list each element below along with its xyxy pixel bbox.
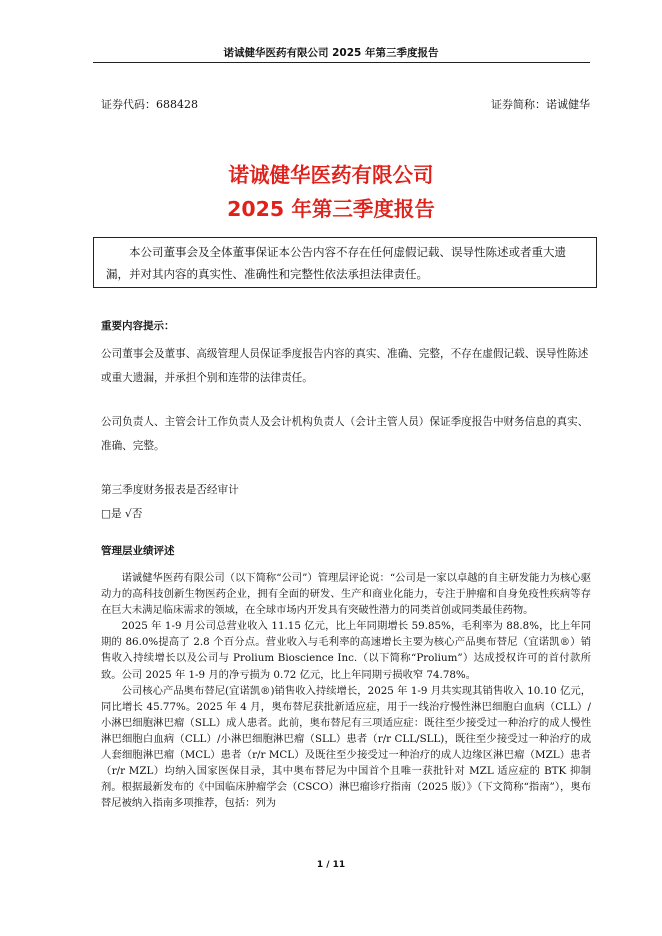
mda-paragraph: 2025 年 1-9 月公司总营业收入 11.15 亿元，比上年同期增长 59.85%，毛利率为 88.8%，比上年同期的 86.0%提高了 2.8 个百分点。营业收入与毛利率的高速增长主要为核心产品奥布替尼（宜诺凯®）销售收入持续增长以及公司与 Prolium Bioscience Inc.（以下简称“Prolium”）达成授权许可的首付款所致。公司 2025 年 1-9 月的净亏损为 0.72 亿元，比上年同期亏损收窄 74.78%。: [101, 620, 591, 681]
page-number: 1 / 11: [316, 860, 346, 870]
company-title: 诺诚健华医药有限公司: [228, 163, 434, 187]
mda-heading: 管理层业绩评述: [101, 545, 175, 557]
header-divider: [93, 62, 590, 63]
mda-body: [101, 570, 591, 811]
mda-paragraph: 公司核心产品奥布替尼(宜诺凯®)销售收入持续增长，2025 年 1-9 月共实现其销售收入 10.10 亿元，同比增长 45.77%。2025 年 4 月，奥布替尼获批新适应症，用于一线治疗慢性淋巴细胞白血病（CLL）/小淋巴细胞淋巴瘤（SLL）成人患者。此前，奥布替尼有三项适应症：既往至少接受过一种治疗的成人慢性淋巴细胞白血病（CLL）/小淋巴细胞淋巴瘤（SLL）患者（r/r CLL/SLL)，既往至少接受过一种治疗的成人套细胞淋巴瘤（MCL）患者（r/r MCL）及既往至少接受过一种治疗的成人边缘区淋巴瘤（MZL）患者（r/r MZL）均纳入国家医保目录，其中奥布替尼为中国首个且唯一获批针对 MZL 适应症的 BTK 抑制剂。根据最新发布的《中国临床肿瘤学会（CSCO）淋巴瘤诊疗指南（2025 版）》（下文简称“指南”），奥布替尼被纳入指南多项推荐，包括：列为: [101, 684, 591, 810]
important-paragraph-1: 公司董事会及董事、高级管理人员保证季度报告内容的真实、准确、完整，不存在虚假记载、误导性陈述或重大遗漏，并承担个别和连带的法律责任。: [101, 348, 589, 384]
mda-paragraph: 诺诚健华医药有限公司（以下简称“公司”）管理层评论说：“公司是一家以卓越的自主研发能力为核心驱动力的高科技创新生物医药企业，拥有全面的研发、生产和商业化能力，专注于肿瘤和自身免疫性疾病等存在巨大未满足临床需求的领域，在全球市场内开发具有突破性潜力的同类首创或同类最佳药物。: [101, 572, 591, 617]
stock-name: 证券简称：诺诚健华: [491, 98, 590, 111]
important-heading: 重要内容提示：: [101, 320, 175, 332]
audit-answer: □是 √否: [101, 508, 143, 520]
stock-code: 证券代码：688428: [101, 98, 198, 111]
board-notice-box: 本公司董事会及全体董事保证本公告内容不存在任何虚假记载、误导性陈述或者重大遗漏，并对其内容的真实性、准确性和完整性依法承担法律责任。: [93, 237, 597, 288]
report-header-title: 诺诚健华医药有限公司 2025 年第三季度报告: [223, 47, 439, 59]
report-title: 2025 年第三季度报告: [227, 197, 435, 221]
important-paragraph-2: 公司负责人、主管会计工作负责人及会计机构负责人（会计主管人员）保证季度报告中财务信息的真实、准确、完整。: [101, 416, 589, 452]
audit-question: 第三季度财务报表是否经审计: [101, 484, 239, 496]
